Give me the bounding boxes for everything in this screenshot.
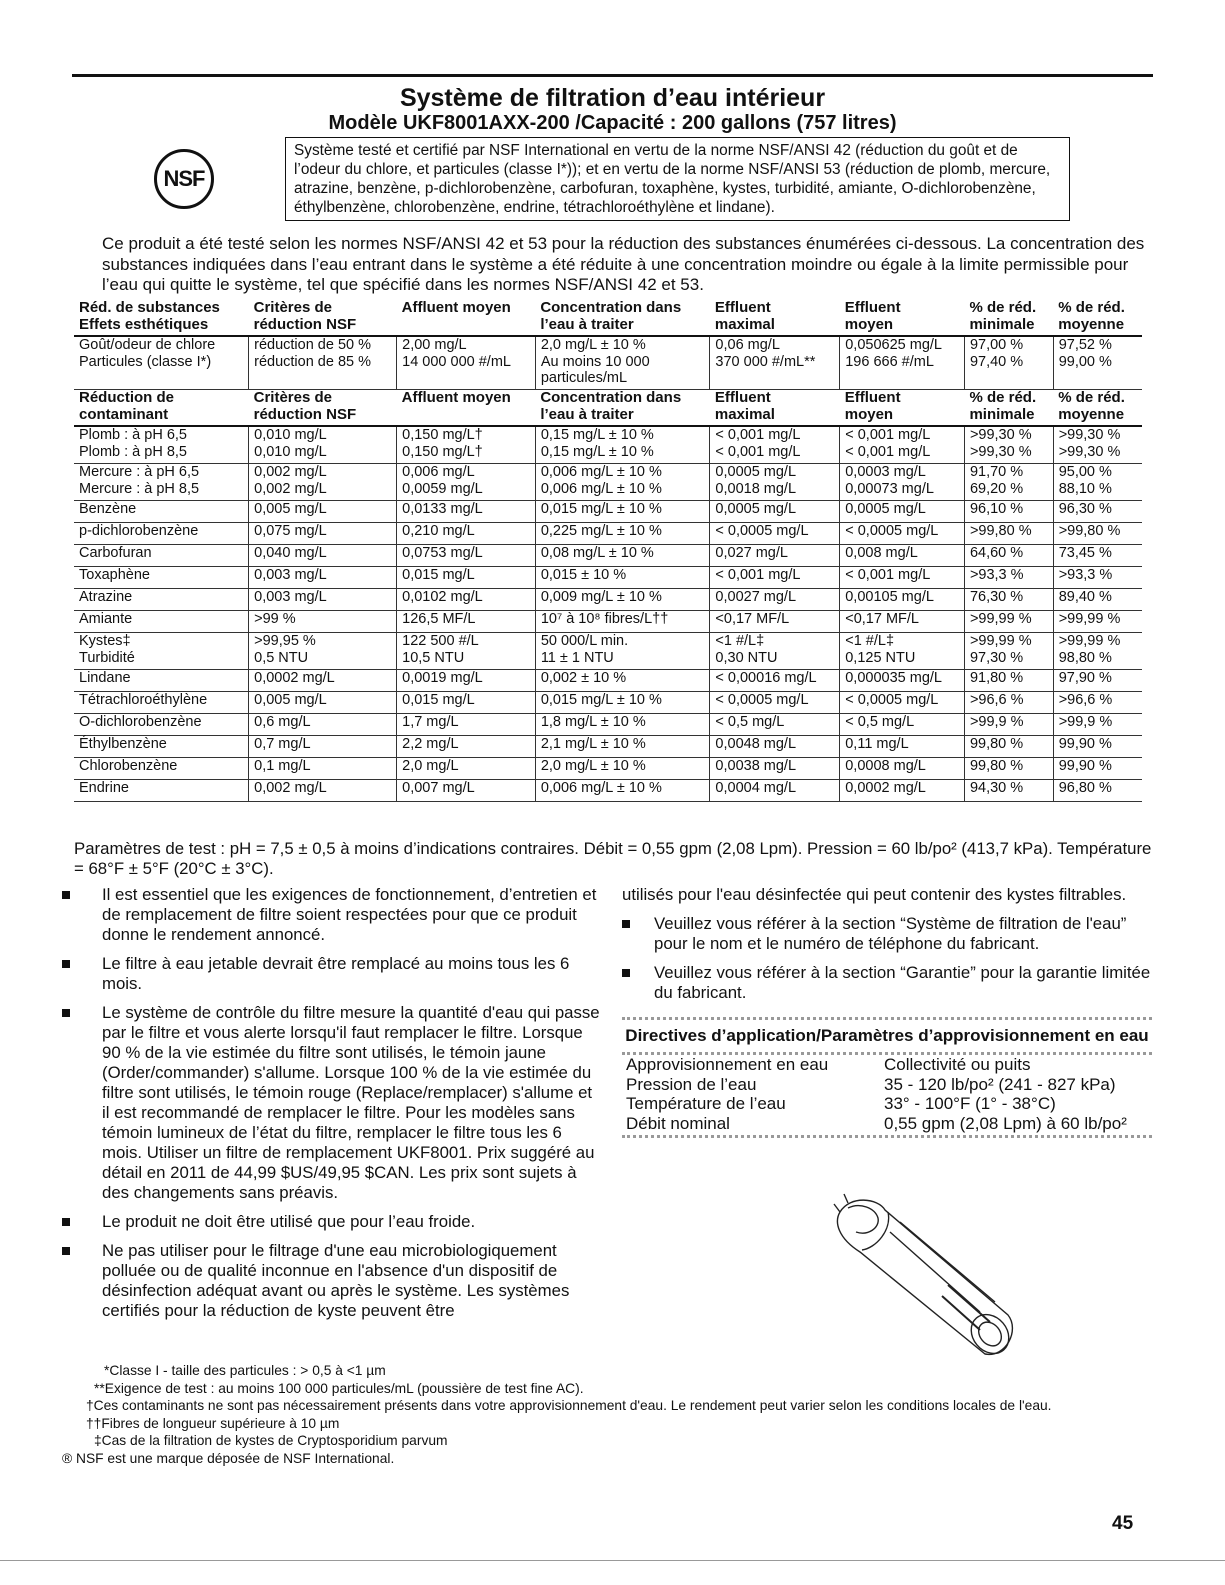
table-row bbox=[74, 692, 1142, 714]
bullet-square-icon bbox=[622, 969, 630, 977]
table-row bbox=[74, 567, 1142, 589]
table-cell: 122 500 #/L 10,5 NTU bbox=[397, 633, 536, 670]
table-cell: 0,008 mg/L bbox=[840, 545, 965, 567]
table-cell: Carbofuran bbox=[74, 545, 249, 567]
table-cell: réduction de 50 % réduction de 85 % bbox=[249, 336, 397, 390]
table-cell: Réd. de substances Effets esthétiques bbox=[74, 300, 249, 336]
page-subtitle: Modèle UKF8001AXX-200 /Capacité : 200 gallons (757 litres) bbox=[328, 112, 897, 134]
table-cell: 1,7 mg/L bbox=[397, 714, 536, 736]
bottom-rule bbox=[0, 1560, 1225, 1561]
table-row bbox=[74, 611, 1142, 633]
table-cell: 0,006 mg/L ± 10 % 0,006 mg/L ± 10 % bbox=[535, 464, 710, 501]
directive-value: 35 - 120 lb/po² (241 - 827 kPa) bbox=[884, 1074, 1116, 1094]
table-cell: <1 #/L‡ 0,30 NTU bbox=[710, 633, 840, 670]
table-cell: 0,6 mg/L bbox=[249, 714, 397, 736]
water-filter-image bbox=[830, 1190, 1020, 1365]
table-cell: Chlorobenzène bbox=[74, 758, 249, 780]
table-cell: 95,00 % 88,10 % bbox=[1053, 464, 1142, 501]
table-cell: 97,90 % bbox=[1053, 670, 1142, 692]
table-cell: 0,002 ± 10 % bbox=[535, 670, 710, 692]
table-cell: 1,8 mg/L ± 10 % bbox=[535, 714, 710, 736]
page-number: 45 bbox=[1112, 1513, 1134, 1534]
table-cell: <0,17 MF/L bbox=[710, 611, 840, 633]
table-cell: >99,99 % 97,30 % bbox=[964, 633, 1053, 670]
bullet-item bbox=[62, 885, 602, 945]
table-cell: 99,90 % bbox=[1053, 758, 1142, 780]
directive-label: Approvisionnement en eau bbox=[626, 1055, 829, 1074]
table-cell: Affluent moyen bbox=[397, 390, 536, 427]
table-cell: 0,0753 mg/L bbox=[397, 545, 536, 567]
directive-label: Température de l’eau bbox=[626, 1094, 786, 1113]
table-cell: 0,0008 mg/L bbox=[840, 758, 965, 780]
table-cell: 64,60 % bbox=[964, 545, 1053, 567]
dotted-divider bbox=[622, 1135, 1152, 1138]
right-column bbox=[622, 885, 1152, 1138]
bullet-text: Il est essentiel que les exigences de fonctionnement, d’entretien et de remplacement de filtre soient respectées pour que ce produit donne le rendement annoncé. bbox=[102, 885, 597, 944]
table-cell: Effluent moyen bbox=[840, 390, 965, 427]
table-cell: 2,0 mg/L ± 10 % bbox=[535, 758, 710, 780]
table-cell: 0,007 mg/L bbox=[397, 780, 536, 802]
table-cell: >99,80 % bbox=[964, 523, 1053, 545]
table-cell: 0,003 mg/L bbox=[249, 567, 397, 589]
table-cell: >99,99 % bbox=[1053, 611, 1142, 633]
table-row bbox=[74, 464, 1142, 501]
table-cell: % de réd. moyenne bbox=[1053, 390, 1142, 427]
table-cell: 2,2 mg/L bbox=[397, 736, 536, 758]
table-cell: Endrine bbox=[74, 780, 249, 802]
right-bullet-list bbox=[622, 914, 1152, 1003]
table-cell: >99,30 % >99,30 % bbox=[964, 426, 1053, 464]
table-cell: 99,80 % bbox=[964, 736, 1053, 758]
bullet-text: Le système de contrôle du filtre mesure la quantité d'eau qui passe par le filtre et vous alerte lorsqu'il faut remplacer le filtre. Lorsque 90 % de la vie estimée du filtre sont utilisés, le témoin jaune (Order/commander) s'allume. Lorsque 100 % de la vie estimée du filtre sont utilisés, le témoin rouge (Replace/remplacer) s'allume et il est recommandé de remplacer le filtre. Pour les modèles sans témoin lumineux de l’état du filtre, remplacer le filtre tous les 6 mois. Utiliser un filtre de remplacement UKF8001. Prix suggéré au détail en 2011 de 44,99 $US/49,95 $CAN. Les prix sont sujets à des changements sans préavis. bbox=[102, 1003, 600, 1202]
table-row bbox=[74, 501, 1142, 523]
directives-title: Directives d’application/Paramètres d’approvisionnement en eau bbox=[625, 1026, 1149, 1045]
performance-table bbox=[74, 300, 1142, 802]
table-cell: 0,0027 mg/L bbox=[710, 589, 840, 611]
table-cell: 0,002 mg/L bbox=[249, 780, 397, 802]
table-cell: < 0,0005 mg/L bbox=[840, 692, 965, 714]
table-header-row bbox=[74, 390, 1142, 427]
table-cell: 0,015 mg/L ± 10 % bbox=[535, 501, 710, 523]
table-cell: p-dichlorobenzène bbox=[74, 523, 249, 545]
footnote: ® NSF est une marque déposée de NSF International. bbox=[62, 1450, 395, 1466]
table-cell: 0,002 mg/L 0,002 mg/L bbox=[249, 464, 397, 501]
left-bullet-list bbox=[62, 885, 602, 1330]
table-cell: <0,17 MF/L bbox=[840, 611, 965, 633]
table-cell: 0,075 mg/L bbox=[249, 523, 397, 545]
table-cell: 0,003 mg/L bbox=[249, 589, 397, 611]
page-title: Système de filtration d’eau intérieur bbox=[399, 84, 826, 112]
directives-table bbox=[622, 1055, 1152, 1133]
table-cell: 0,0003 mg/L 0,00073 mg/L bbox=[840, 464, 965, 501]
table-cell: < 0,001 mg/L < 0,001 mg/L bbox=[840, 426, 965, 464]
bullet-square-icon bbox=[62, 1009, 70, 1017]
table-cell: 0,015 mg/L ± 10 % bbox=[535, 692, 710, 714]
table-cell: 96,30 % bbox=[1053, 501, 1142, 523]
table-cell: 0,08 mg/L ± 10 % bbox=[535, 545, 710, 567]
table-cell: 0,0048 mg/L bbox=[710, 736, 840, 758]
bullet-item bbox=[622, 914, 1152, 954]
table-cell: 73,45 % bbox=[1053, 545, 1142, 567]
table-cell: Critères de réduction NSF bbox=[249, 390, 397, 427]
table-cell: 0,009 mg/L ± 10 % bbox=[535, 589, 710, 611]
table-cell: >99,80 % bbox=[1053, 523, 1142, 545]
nsf-logo bbox=[154, 149, 214, 209]
table-cell: 97,00 % 97,40 % bbox=[964, 336, 1053, 390]
footnote: ‡Cas de la filtration de kystes de Cryptosporidium parvum bbox=[94, 1433, 448, 1448]
table-cell: 0,7 mg/L bbox=[249, 736, 397, 758]
bullet-item bbox=[62, 1003, 602, 1203]
table-cell: 2,1 mg/L ± 10 % bbox=[535, 736, 710, 758]
table-cell: Amiante bbox=[74, 611, 249, 633]
table-cell: 97,52 % 99,00 % bbox=[1053, 336, 1142, 390]
table-cell: 96,10 % bbox=[964, 501, 1053, 523]
footnote: ††Fibres de longueur supérieure à 10 µm bbox=[86, 1415, 340, 1431]
continuation-text: utilisés pour l'eau désinfectée qui peut contenir des kystes filtrables. bbox=[622, 885, 1127, 904]
table-cell: Benzène bbox=[74, 501, 249, 523]
table-cell: 0,010 mg/L 0,010 mg/L bbox=[249, 426, 397, 464]
table-cell: Affluent moyen bbox=[397, 300, 536, 336]
table-cell: Atrazine bbox=[74, 589, 249, 611]
table-cell: % de réd. minimale bbox=[964, 390, 1053, 427]
table-cell: Lindane bbox=[74, 670, 249, 692]
bullet-item bbox=[62, 1212, 602, 1232]
table-cell: < 0,5 mg/L bbox=[710, 714, 840, 736]
certification-box: Système testé et certifié par NSF International en vertu de la norme NSF/ANSI 42 (réduction du goût et de l’odeur du chlore, et particules (classe I*)); et en vertu de la norme NSF/ANSI 53 (réduction de plomb, mercure, atrazine, benzène, p-dichlorobenzène, carbofuran, toxaphène, kystes, turbidité, amiante, O-dichlorobenzène, éthylbenzène, chlorobenzène, endrine, tétrachloroéthylène et lindane). bbox=[285, 137, 1070, 221]
table-cell: < 0,5 mg/L bbox=[840, 714, 965, 736]
table-cell: 0,0005 mg/L bbox=[840, 501, 965, 523]
table-cell: Effluent moyen bbox=[840, 300, 965, 336]
table-cell: Effluent maximal bbox=[710, 390, 840, 427]
bullet-square-icon bbox=[62, 891, 70, 899]
table-cell: 0,0133 mg/L bbox=[397, 501, 536, 523]
table-cell: 0,0004 mg/L bbox=[710, 780, 840, 802]
table-cell: 10⁷ à 10⁸ fibres/L†† bbox=[535, 611, 710, 633]
table-cell: >93,3 % bbox=[964, 567, 1053, 589]
table-cell: 0,015 mg/L bbox=[397, 692, 536, 714]
table-cell: < 0,001 mg/L bbox=[840, 567, 965, 589]
table-row bbox=[74, 758, 1142, 780]
table-cell: >99,95 % 0,5 NTU bbox=[249, 633, 397, 670]
table-cell: >99,30 % >99,30 % bbox=[1053, 426, 1142, 464]
bullet-square-icon bbox=[62, 960, 70, 968]
bullet-text: Veuillez vous référer à la section “Système de filtration de l'eau” pour le nom et le numéro de téléphone du fabricant. bbox=[654, 914, 1127, 953]
table-row bbox=[74, 670, 1142, 692]
nsf-logo-text: NSF bbox=[163, 166, 205, 191]
table-cell: 0,0038 mg/L bbox=[710, 758, 840, 780]
bullet-text: Le filtre à eau jetable devrait être remplacé au moins tous les 6 mois. bbox=[102, 954, 570, 993]
table-cell: 0,006 mg/L ± 10 % bbox=[535, 780, 710, 802]
table-cell: 91,70 % 69,20 % bbox=[964, 464, 1053, 501]
directive-value: Collectivité ou puits bbox=[884, 1055, 1031, 1074]
bullet-square-icon bbox=[62, 1247, 70, 1255]
table-cell: 0,006 mg/L 0,0059 mg/L bbox=[397, 464, 536, 501]
table-cell: 2,0 mg/L bbox=[397, 758, 536, 780]
table-cell: 0,000035 mg/L bbox=[840, 670, 965, 692]
table-cell: 0,0102 mg/L bbox=[397, 589, 536, 611]
table-row bbox=[74, 736, 1142, 758]
dotted-divider bbox=[622, 1017, 1152, 1020]
table-cell: 0,027 mg/L bbox=[710, 545, 840, 567]
table-cell: 0,005 mg/L bbox=[249, 501, 397, 523]
table-cell: 0,225 mg/L ± 10 % bbox=[535, 523, 710, 545]
bullet-text: Veuillez vous référer à la section “Garantie” pour la garantie limitée du fabricant. bbox=[654, 963, 1151, 1002]
table-cell: < 0,0005 mg/L bbox=[710, 523, 840, 545]
table-cell: 0,040 mg/L bbox=[249, 545, 397, 567]
table-cell: 126,5 MF/L bbox=[397, 611, 536, 633]
directives-row bbox=[622, 1114, 1152, 1134]
table-cell: Plomb : à pH 6,5 Plomb : à pH 8,5 bbox=[74, 426, 249, 464]
bullet-square-icon bbox=[62, 1218, 70, 1226]
table-cell: Goût/odeur de chlore Particules (classe I*) bbox=[74, 336, 249, 390]
directive-label: Pression de l’eau bbox=[626, 1074, 757, 1094]
table-cell: >93,3 % bbox=[1053, 567, 1142, 589]
footnote: *Classe I - taille des particules : > 0,5 à <1 µm bbox=[104, 1363, 386, 1378]
table-cell: >99,9 % bbox=[1053, 714, 1142, 736]
table-cell: 0,0019 mg/L bbox=[397, 670, 536, 692]
table-cell: 94,30 % bbox=[964, 780, 1053, 802]
table-cell: 2,0 mg/L ± 10 % Au moins 10 000 particules/mL bbox=[535, 336, 710, 390]
table-cell: 0,0005 mg/L bbox=[710, 501, 840, 523]
table-cell: 0,11 mg/L bbox=[840, 736, 965, 758]
directive-value: 33° - 100°F (1° - 38°C) bbox=[884, 1094, 1056, 1113]
table-cell: 99,90 % bbox=[1053, 736, 1142, 758]
table-cell: 0,00105 mg/L bbox=[840, 589, 965, 611]
directives-row bbox=[622, 1075, 1152, 1095]
bullet-text: Le produit ne doit être utilisé que pour l’eau froide. bbox=[102, 1212, 476, 1231]
directive-label: Débit nominal bbox=[626, 1113, 730, 1133]
test-parameters: Paramètres de test : pH = 7,5 ± 0,5 à moins d’indications contraires. Débit = 0,55 gpm (2,08 Lpm). Pression = 60 lb/po² (413,7 kPa). Température = 68°F ± 5°F (20°C ± 3°C). bbox=[74, 839, 1152, 878]
table-cell: 89,40 % bbox=[1053, 589, 1142, 611]
table-cell: 0,015 ± 10 % bbox=[535, 567, 710, 589]
table-cell: < 0,001 mg/L < 0,001 mg/L bbox=[710, 426, 840, 464]
table-row bbox=[74, 426, 1142, 464]
table-cell: 0,0002 mg/L bbox=[249, 670, 397, 692]
top-rule bbox=[72, 74, 1153, 77]
table-cell: Éthylbenzène bbox=[74, 736, 249, 758]
table-cell: >96,6 % bbox=[1053, 692, 1142, 714]
table-cell: 91,80 % bbox=[964, 670, 1053, 692]
directives-row bbox=[622, 1094, 1152, 1114]
table-cell: Réduction de contaminant bbox=[74, 390, 249, 427]
table-cell: 0,06 mg/L 370 000 #/mL** bbox=[710, 336, 840, 390]
bullet-text: Ne pas utiliser pour le filtrage d'une eau microbiologiquement polluée ou de qualité inconnue en l'absence d'un dispositif de désinfection adéquat avant ou après le système. Les systèmes certifiés pour la réduction de kyste peuvent être bbox=[102, 1241, 570, 1320]
table-cell: 0,210 mg/L bbox=[397, 523, 536, 545]
table-cell: Tétrachloroéthylène bbox=[74, 692, 249, 714]
table-cell: 0,1 mg/L bbox=[249, 758, 397, 780]
bullet-square-icon bbox=[622, 920, 630, 928]
table-cell: % de réd. moyenne bbox=[1053, 300, 1142, 336]
table-cell: 0,015 mg/L bbox=[397, 567, 536, 589]
table-cell: Concentration dans l’eau à traiter bbox=[535, 390, 710, 427]
table-cell: < 0,001 mg/L bbox=[710, 567, 840, 589]
table-cell: 0,0002 mg/L bbox=[840, 780, 965, 802]
table-cell: 96,80 % bbox=[1053, 780, 1142, 802]
bullet-item bbox=[62, 954, 602, 994]
table-row bbox=[74, 714, 1142, 736]
table-cell: < 0,0005 mg/L bbox=[840, 523, 965, 545]
directives-row bbox=[622, 1055, 1152, 1075]
table-cell: % de réd. minimale bbox=[964, 300, 1053, 336]
table-cell: 76,30 % bbox=[964, 589, 1053, 611]
table-row bbox=[74, 523, 1142, 545]
table-header-row bbox=[74, 300, 1142, 336]
table-cell: >96,6 % bbox=[964, 692, 1053, 714]
table-cell: <1 #/L‡ 0,125 NTU bbox=[840, 633, 965, 670]
bullet-item bbox=[622, 963, 1152, 1003]
bullet-item bbox=[62, 1241, 602, 1321]
table-cell: Mercure : à pH 6,5 Mercure : à pH 8,5 bbox=[74, 464, 249, 501]
footnote: †Ces contaminants ne sont pas nécessairement présents dans votre approvisionnement d'eau. Le rendement peut varier selon les conditions locales de l'eau. bbox=[86, 1398, 1052, 1413]
table-cell: Effluent maximal bbox=[710, 300, 840, 336]
table-cell: 0,15 mg/L ± 10 % 0,15 mg/L ± 10 % bbox=[535, 426, 710, 464]
intro-paragraph: Ce produit a été testé selon les normes NSF/ANSI 42 et 53 pour la réduction des substances énumérées ci-dessous. La concentration des substances indiquées dans l’eau entrant dans le système a été réduite à une concentration moindre ou égale à la limite permissible pour l’eau qui quitte le système, tel que spécifié dans les normes NSF/ANSI 42 et 53. bbox=[102, 234, 1145, 294]
table-row bbox=[74, 336, 1142, 390]
table-cell: >99 % bbox=[249, 611, 397, 633]
table-cell: Critères de réduction NSF bbox=[249, 300, 397, 336]
table-cell: 2,00 mg/L 14 000 000 #/mL bbox=[397, 336, 536, 390]
table-row bbox=[74, 780, 1142, 802]
table-cell: O-dichlorobenzène bbox=[74, 714, 249, 736]
table-row bbox=[74, 633, 1142, 670]
table-cell: Concentration dans l’eau à traiter bbox=[535, 300, 710, 336]
table-cell: >99,99 % bbox=[964, 611, 1053, 633]
table-cell: < 0,00016 mg/L bbox=[710, 670, 840, 692]
table-cell: >99,9 % bbox=[964, 714, 1053, 736]
directive-value: 0,55 gpm (2,08 Lpm) à 60 lb/po² bbox=[884, 1113, 1127, 1133]
table-cell: 0,050625 mg/L 196 666 #/mL bbox=[840, 336, 965, 390]
table-row bbox=[74, 545, 1142, 567]
footnotes bbox=[62, 1362, 1142, 1467]
table-cell: 0,0005 mg/L 0,0018 mg/L bbox=[710, 464, 840, 501]
table-cell: < 0,0005 mg/L bbox=[710, 692, 840, 714]
table-cell: Kystes‡ Turbidité bbox=[74, 633, 249, 670]
table-row bbox=[74, 589, 1142, 611]
table-cell: 99,80 % bbox=[964, 758, 1053, 780]
table-cell: >99,99 % 98,80 % bbox=[1053, 633, 1142, 670]
table-cell: 0,150 mg/L† 0,150 mg/L† bbox=[397, 426, 536, 464]
table-cell: 0,005 mg/L bbox=[249, 692, 397, 714]
table-cell: Toxaphène bbox=[74, 567, 249, 589]
table-cell: 50 000/L min. 11 ± 1 NTU bbox=[535, 633, 710, 670]
footnote: **Exigence de test : au moins 100 000 particules/mL (poussière de test fine AC). bbox=[94, 1380, 584, 1396]
